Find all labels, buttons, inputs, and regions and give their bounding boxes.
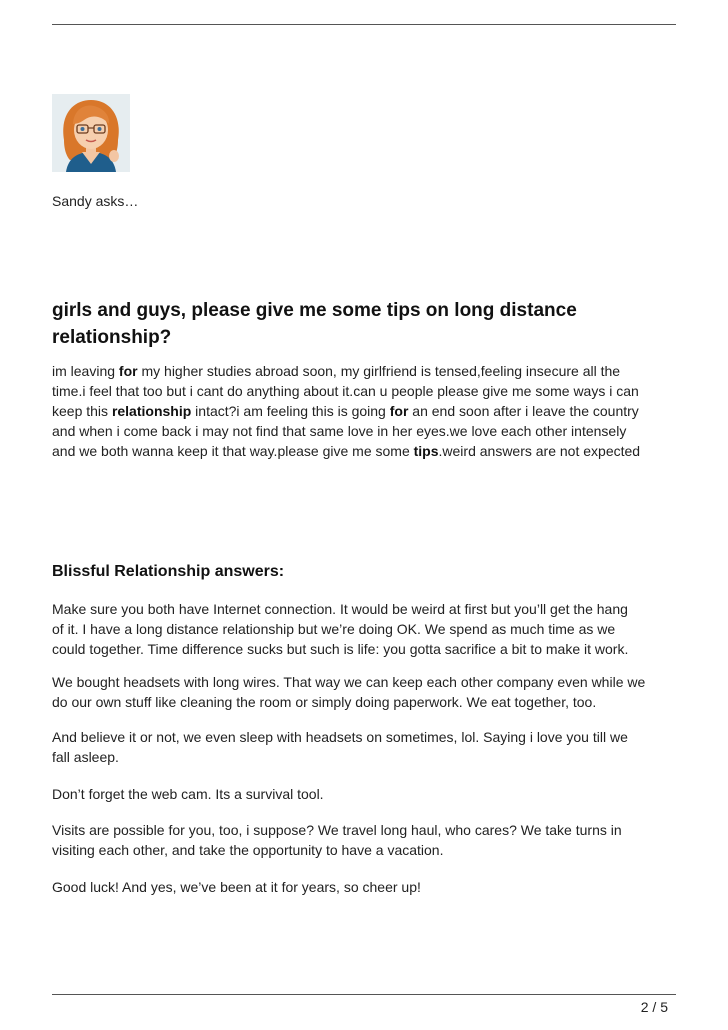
asker-label: Sandy asks… (52, 193, 139, 209)
page-number: 2 / 5 (640, 999, 668, 1015)
header-rule (52, 24, 676, 25)
answer-line: Don’t forget the web cam. Its a survival tool. (52, 786, 324, 802)
keyword-highlight: relationship (111, 403, 192, 419)
question-body (52, 361, 676, 461)
answer-line: fall asleep. (52, 749, 119, 765)
answer-paragraph (52, 820, 680, 860)
answers-heading: Blissful Relationship answers: (52, 563, 285, 580)
question-text: intact?i am feeling this is going (191, 403, 390, 419)
answer-paragraph (52, 599, 680, 659)
answer-line: And believe it or not, we even sleep with headsets on sometimes, lol. Saying i love you till we (52, 729, 628, 745)
keyword-highlight: for (389, 403, 409, 419)
answer-paragraph (52, 784, 680, 804)
answer-line: of it. I have a long distance relationship but we’re doing OK. We spend as much time as we (52, 621, 616, 637)
cartoon-woman-avatar-icon (52, 94, 130, 172)
answer-line: Visits are possible for you, too, i suppose? We travel long haul, who cares? We take turns in (52, 822, 622, 838)
question-body-line (52, 381, 676, 401)
answer-line: We bought headsets with long wires. That way we can keep each other company even while we (52, 674, 646, 690)
question-text: .weird answers are not expected (438, 443, 641, 459)
answer-line: Good luck! And yes, we’ve been at it for years, so cheer up! (52, 879, 421, 895)
question-text: and we both wanna keep it that way.please give me some (52, 443, 414, 459)
question-title: girls and guys, please give me some tips on long distance relationship? (52, 300, 577, 348)
question-text: time.i feel that too but i cant do anything about it.can u people please give me some ways i can (52, 383, 639, 399)
question-text: im leaving (52, 363, 119, 379)
question-body-line (52, 361, 676, 381)
question-text: my higher studies abroad soon, my girlfriend is tensed,feeling insecure all the (137, 363, 621, 379)
question-body-line (52, 401, 676, 421)
keyword-highlight: for (118, 363, 138, 379)
footer-rule (52, 994, 676, 995)
question-body-line (52, 421, 676, 441)
question-text: an end soon after i leave the country (408, 403, 639, 419)
answer-line: Make sure you both have Internet connection. It would be weird at first but you’ll get the hang (52, 601, 628, 617)
answer-paragraph (52, 672, 680, 712)
answer-paragraph (52, 727, 680, 767)
keyword-highlight: tips (413, 443, 439, 459)
question-text: and when i come back i may not find that same love in her eyes.we love each other intensely (52, 423, 627, 439)
answer-line: visiting each other, and take the opportunity to have a vacation. (52, 842, 444, 858)
question-body-line (52, 441, 676, 461)
question-text: keep this (52, 403, 112, 419)
answer-paragraph (52, 877, 680, 897)
answer-line: do our own stuff like cleaning the room or simply doing paperwork. We eat together, too. (52, 694, 597, 710)
answer-line: could together. Time difference sucks but such is life: you gotta sacrifice a bit to make it work. (52, 641, 629, 657)
